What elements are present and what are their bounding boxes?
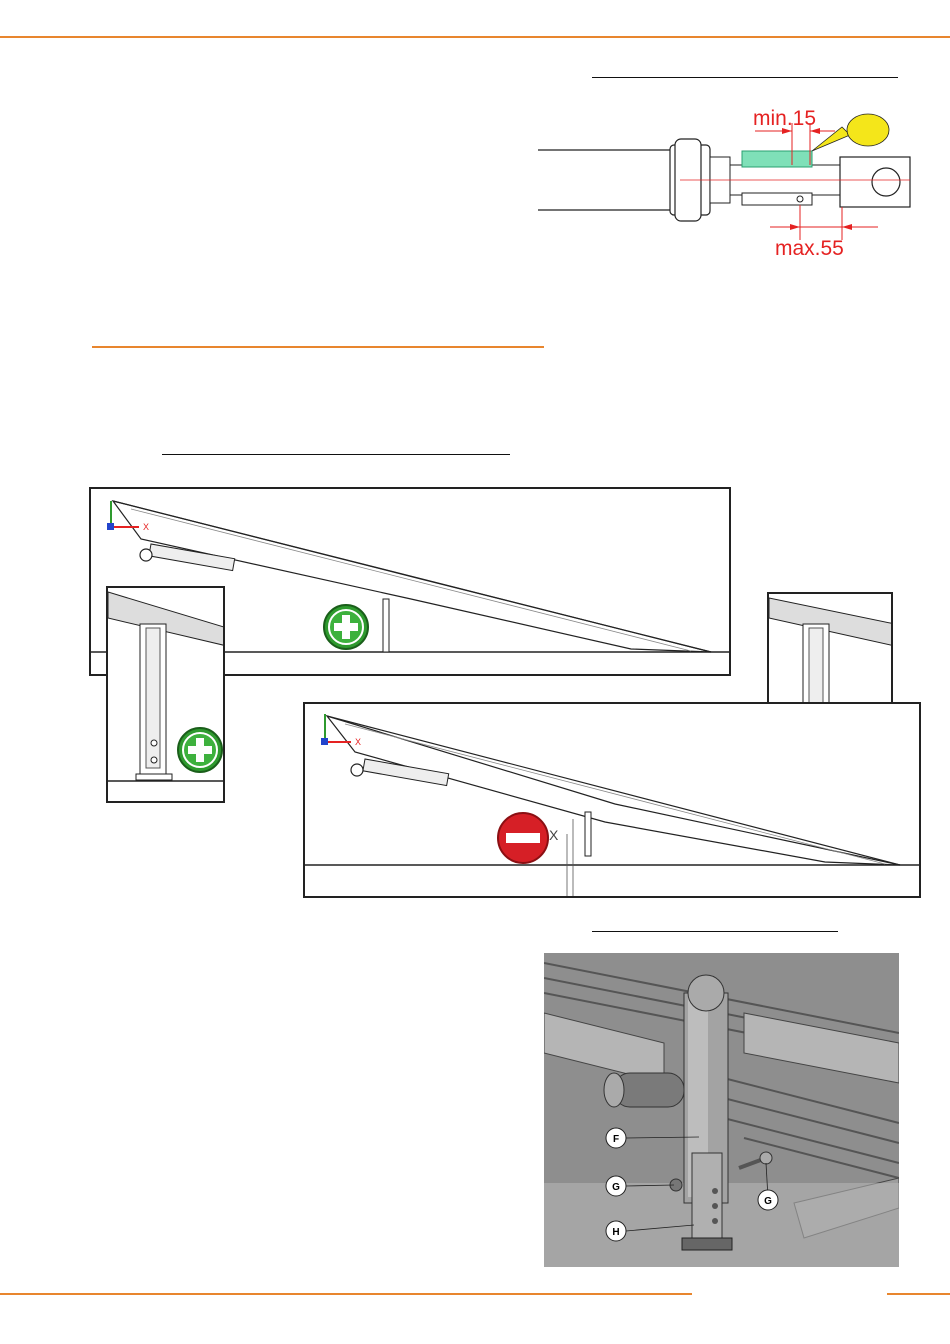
footer-rule-right — [887, 1293, 950, 1295]
max-dimension-label: max.55 — [775, 237, 844, 260]
support-leg-photo — [544, 953, 899, 1267]
gap-x-label: X — [549, 827, 559, 843]
ramp-diagram-incorrect — [303, 702, 921, 898]
section-underline-bottom — [592, 931, 838, 932]
min-dimension-label: min.15 — [753, 107, 817, 130]
axis-x-label: X — [355, 737, 362, 747]
ok-plus-icon — [178, 728, 222, 772]
footer-rule-left — [0, 1293, 692, 1295]
callout-g-right-label: G — [764, 1196, 772, 1207]
callout-g-right — [758, 1190, 778, 1210]
callout-f-label: F — [612, 1134, 620, 1145]
callout-h-label: H — [612, 1227, 620, 1238]
not-ok-stop-icon — [498, 813, 548, 863]
ok-plus-icon — [324, 605, 368, 649]
callout-g-left-label: G — [612, 1182, 620, 1193]
callout-h — [606, 1221, 626, 1241]
section-underline-middle — [162, 454, 510, 455]
cylinder-dimension-drawing — [530, 95, 910, 265]
axis-x-label: X — [143, 522, 150, 532]
inset-leg-correct — [106, 586, 225, 803]
callout-g-left — [606, 1176, 626, 1196]
section-rule — [92, 346, 544, 348]
header-rule — [0, 36, 950, 38]
section-underline-top — [592, 77, 898, 78]
callout-f — [606, 1128, 626, 1148]
